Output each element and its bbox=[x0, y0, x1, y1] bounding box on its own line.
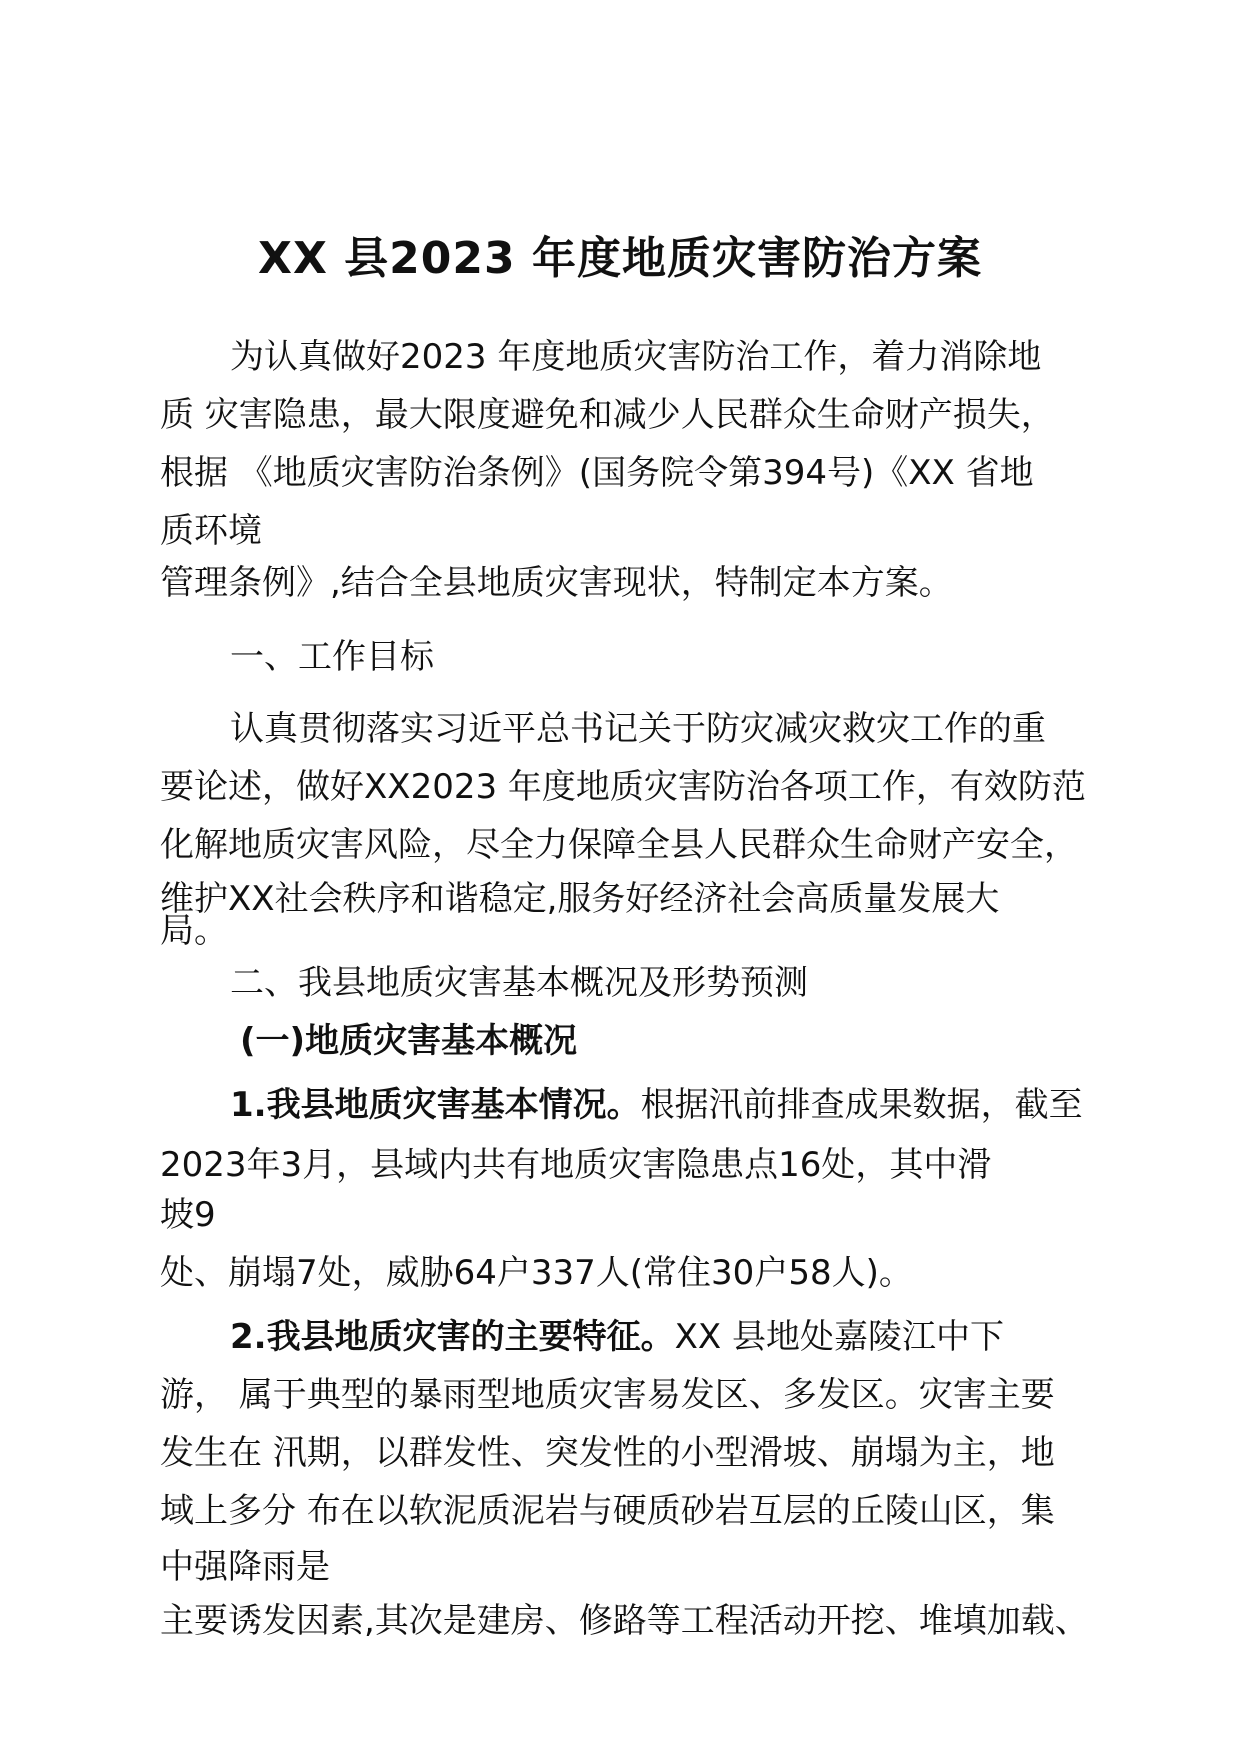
section-1-heading: 一、工作目标 bbox=[230, 637, 434, 677]
item-2-line-6: 主要诱发因素,其次是建房、修路等工程活动开挖、堆填加载、 bbox=[160, 1601, 1089, 1641]
intro-line-3: 根据 《地质灾害防治条例》(国务院令第394号)《XX 省地 bbox=[160, 453, 1034, 493]
item-2-line-3: 发生在 汛期，以群发性、突发性的小型滑坡、崩塌为主，地 bbox=[160, 1433, 1055, 1473]
intro-line-1: 为认真做好2023 年度地质灾害防治工作，着力消除地 bbox=[230, 337, 1042, 377]
item-2-line-1-rest: XX 县地处嘉陵江中下 bbox=[674, 1317, 1004, 1357]
section-1-line-3: 化解地质灾害风险，尽全力保障全县人民群众生命财产安全， bbox=[160, 825, 1078, 865]
item-2-line-2: 游， 属于典型的暴雨型地质灾害易发区、多发区。灾害主要 bbox=[160, 1375, 1055, 1415]
item-1-line-4: 处、崩塌7处，威胁64户337人(常住30户58人)。 bbox=[160, 1253, 913, 1293]
item-1-line-1-rest: 根据汛前排查成果数据，截至 bbox=[640, 1085, 1083, 1125]
intro-line-5: 管理条例》,结合全县地质灾害现状，特制定本方案。 bbox=[160, 563, 953, 603]
document-title: XX 县2023 年度地质灾害防治方案 bbox=[258, 233, 982, 284]
item-2-line-1 bbox=[230, 1317, 1004, 1357]
section-1-line-2: 要论述，做好XX2023 年度地质灾害防治各项工作，有效防范 bbox=[160, 767, 1086, 807]
item-2-lead: 2.我县地质灾害的主要特征。 bbox=[230, 1317, 675, 1357]
item-1-line-1 bbox=[230, 1085, 1083, 1125]
item-1-line-2: 2023年3月，县域内共有地质灾害隐患点16处，其中滑 bbox=[160, 1145, 992, 1185]
section-1-line-4: 维护XX社会秩序和谐稳定,服务好经济社会高质量发展大 bbox=[160, 879, 1000, 919]
section-1-line-1: 认真贯彻落实习近平总书记关于防灾减灾救灾工作的重 bbox=[230, 709, 1046, 749]
section-1-line-5: 局。 bbox=[160, 911, 228, 951]
item-1-lead: 1.我县地质灾害基本情况。 bbox=[230, 1085, 641, 1125]
section-2-heading: 二、我县地质灾害基本概况及形势预测 bbox=[230, 963, 808, 1003]
item-2-line-4: 域上多分 布在以软泥质泥岩与硬质砂岩互层的丘陵山区，集 bbox=[160, 1491, 1055, 1531]
intro-line-2: 质 灾害隐患，最大限度避免和减少人民群众生命财产损失， bbox=[160, 395, 1055, 435]
subsection-1-heading: (一)地质灾害基本概况 bbox=[240, 1021, 578, 1061]
item-1-line-3: 坡9 bbox=[160, 1195, 216, 1235]
intro-line-4: 质环境 bbox=[160, 511, 262, 551]
item-2-line-5: 中强降雨是 bbox=[160, 1547, 330, 1587]
